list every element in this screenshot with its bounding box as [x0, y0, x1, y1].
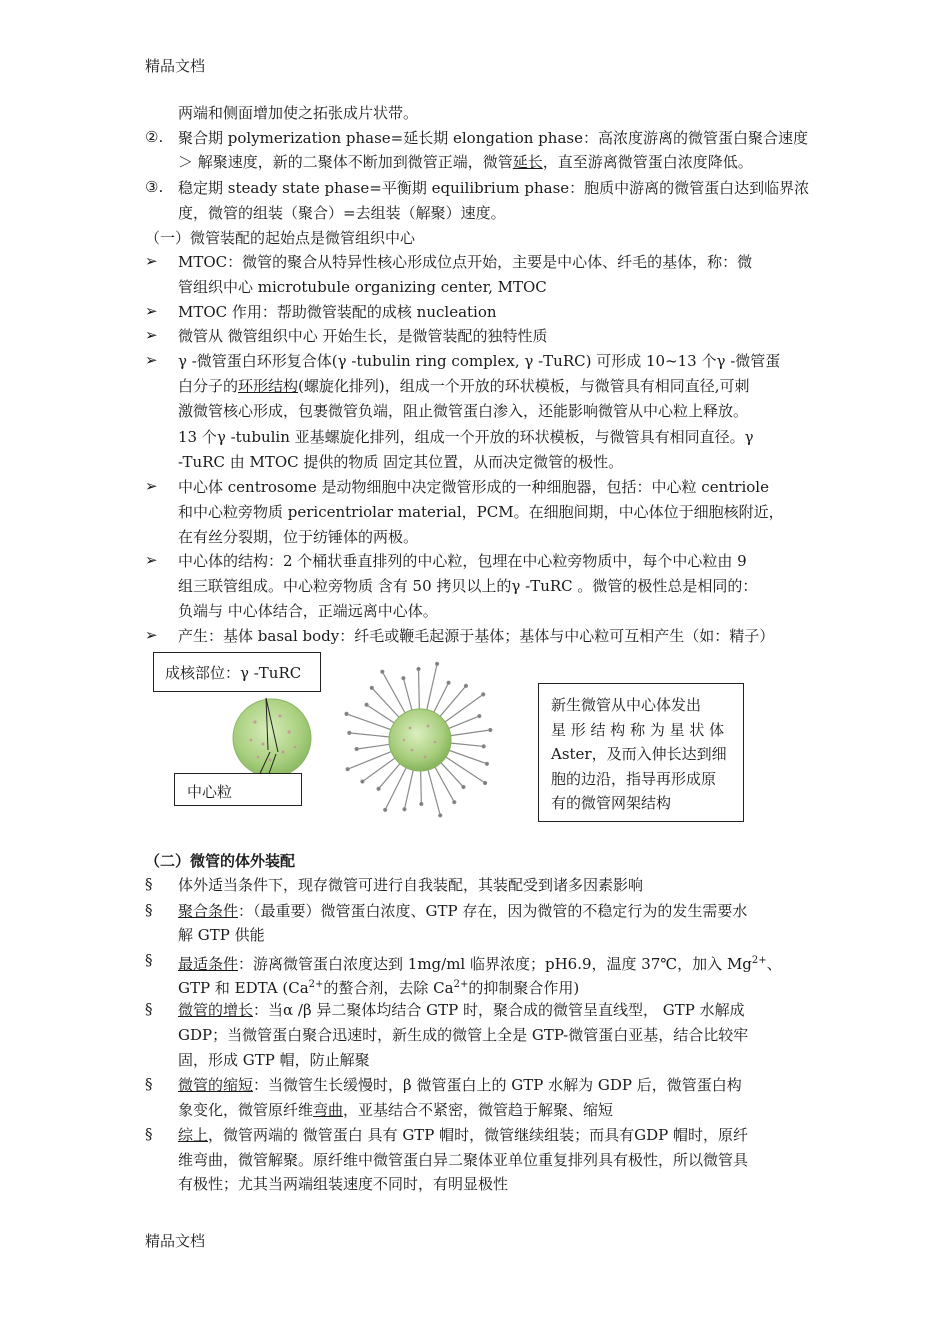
aster-ray [405, 764, 415, 807]
phase-marker: ②. [145, 128, 164, 146]
section-line [178, 1000, 745, 1020]
section-line [178, 901, 747, 921]
aster-ray-tip [439, 814, 442, 817]
caption-line: 胞的边沿，指导再形成原 [551, 769, 717, 788]
figure-label-top: 成核部位：γ -TuRC [165, 664, 302, 682]
aster-ray-tip [381, 670, 384, 673]
aster-ray-tip [420, 802, 423, 805]
text-span: ，亚基结合不紧密，微管趋于解聚、缩短 [343, 1101, 614, 1119]
text-span: GTP 和 EDTA (Ca [178, 979, 309, 997]
aster-ray-tip [384, 808, 387, 811]
bullet-line: 激微管核心形成，包裹微管负端，阻止微管蛋白渗入，还能影响微管从中心粒上释放。 [178, 402, 749, 420]
aster-ray [350, 749, 397, 768]
aster-ray-tip [485, 762, 488, 765]
bullet-marker: ➢ [145, 302, 158, 320]
underlined-term: 聚合条件 [178, 902, 239, 920]
superscript: 2+ [751, 955, 767, 966]
section-marker: § [145, 951, 153, 969]
aster-ray [444, 748, 485, 763]
text-span: ，微管两端的 微管蛋白 具有 GTP 帽时，微管继续组装；而具有GDP 帽时，原纤 [208, 1126, 749, 1144]
text-span: 白分子的 [178, 377, 239, 395]
section-line: 固，形成 GTP 帽，防止解聚 [178, 1051, 370, 1069]
bullet-line: 中心体 centrosome 是动物细胞中决定微管形成的一种细胞器，包括：中心粒 centriole [178, 478, 769, 496]
section-line [178, 975, 579, 998]
section-line: 有极性；尤其当两端组装速度不同时，有明显极性 [178, 1175, 509, 1193]
underlined-term: 环形结构 [238, 377, 299, 395]
section-line: 体外适当条件下，现存微管可进行自我装配，其装配受到诸多因素影响 [178, 876, 644, 894]
phase-line: 稳定期 steady state phase=平衡期 equilibrium phase：胞质中游离的微管蛋白达到临界浓 [178, 179, 810, 197]
superscript: 2+ [453, 979, 469, 990]
aster-ray-tip [348, 731, 351, 734]
section-title: （二）微管的体外装配 [145, 852, 296, 870]
page-header: 精品文档 [145, 57, 206, 75]
caption-line: Aster，及而入伸长达到细 [551, 745, 727, 763]
page-footer: 精品文档 [145, 1232, 206, 1250]
underlined-term: 延长 [512, 153, 543, 171]
superscript: 2+ [308, 979, 324, 990]
intro-line: 两端和侧面增加使之拓张成片状带。 [178, 104, 419, 122]
section-marker: § [145, 1000, 153, 1018]
aster-ray-tip [417, 668, 420, 671]
section-marker: § [145, 1125, 153, 1143]
underlined-term: 最适条件 [178, 955, 239, 973]
aster-ray-tip [402, 677, 405, 680]
phase-line [178, 152, 753, 172]
underlined-term: 弯曲 [313, 1101, 344, 1119]
aster-ray-tip [346, 768, 349, 771]
figure-label-box [153, 652, 321, 692]
bullet-marker: ➢ [145, 252, 158, 270]
bullet-line: 管组织中心 microtubule organizing center, MTOC [178, 278, 547, 296]
bullet-line: 负端与 中心体结合，正端远离中心体。 [178, 602, 438, 620]
aster-ray-tip [370, 686, 373, 689]
aster-ray [373, 689, 403, 721]
aster-ray-tip [482, 745, 485, 748]
aster-ray-tip [489, 728, 492, 731]
figure-label-box-bottom [174, 773, 302, 806]
figure-caption-box [538, 683, 744, 822]
aster-ray-tip [478, 715, 481, 718]
aster-ray-tip [345, 712, 348, 715]
aster-illustration [340, 660, 500, 820]
text-span: ＞ 解聚速度，新的二聚体不断加到微管正端，微管 [178, 153, 513, 171]
underlined-term: 综上 [178, 1126, 209, 1144]
aster-ray [445, 730, 489, 736]
text-span: (螺旋化排列)，组成一个开放的环状模板，与微管具有相同直径,可刺 [298, 377, 750, 395]
bullet-line: -TuRC 由 MTOC 提供的物质 固定其位置，从而决定微管的极性。 [178, 453, 624, 471]
text-span: 的螯合剂，去除 Ca [323, 979, 454, 997]
aster-ray [386, 762, 409, 808]
phase-marker: ③. [145, 178, 164, 196]
text-span: ，直至游离微管蛋白浓度降低。 [542, 153, 753, 171]
section-line [178, 1100, 613, 1120]
section-title: （一）微管装配的起始点是微管组织中心 [145, 229, 416, 247]
aster-ray [436, 687, 464, 721]
aster-ray [348, 715, 396, 732]
phase-line: 度，微管的组装（聚合）=去组装（解聚）速度。 [178, 204, 506, 222]
bullet-line [178, 376, 750, 396]
underlined-term: 微管的缩短 [178, 1076, 254, 1094]
phase-line: 聚合期 polymerization phase=延长期 elongation phase：高浓度游离的微管蛋白聚合速度 [178, 129, 808, 147]
aster-ray-tip [355, 748, 358, 751]
text-span: ：（最重要）微管蛋白浓度、GTP 存在，因为微管的不稳定行为的发生需要水 [238, 902, 748, 920]
bullet-line: 13 个γ -tubulin 亚基螺旋化排列，组成一个开放的环状模板，与微管具有相同直径。γ [178, 428, 754, 446]
bullet-line: 在有丝分裂期，位于纺锤体的两极。 [178, 528, 419, 546]
aster-ray-tip [447, 681, 450, 684]
bullet-line: 和中心粒旁物质 pericentriolar material，PCM。在细胞间期，中心体位于细胞核附近， [178, 503, 784, 521]
section-marker: § [145, 1075, 153, 1093]
section-line: GDP；当微管蛋白聚合迅速时，新生成的微管上全是 GTP-微管蛋白亚基，结合比较牢 [178, 1026, 749, 1044]
aster-ray-tip [464, 684, 467, 687]
bullet-line: 微管从 微管组织中心 开始生长，是微管装配的独特性质 [178, 327, 548, 345]
aster-ray [440, 696, 481, 726]
aster-ray-tip [436, 662, 439, 665]
bullet-line: γ -微管蛋白环形复合体(γ -tubulin ring complex, γ -TuRC) 可形成 10~13 个γ -微管蛋 [178, 352, 781, 370]
aster-ray [351, 733, 395, 737]
aster-ray-tip [453, 801, 456, 804]
caption-line: 新生微管从中心体发出 [551, 696, 702, 714]
bullet-marker: ➢ [145, 351, 158, 369]
text-span: 象变化，微管原纤维 [178, 1101, 314, 1119]
bullet-line: 组三联管组成。中心粒旁物质 含有 50 拷贝以上的γ -TuRC 。微管的极性总是相同的： [178, 577, 758, 595]
section-line [178, 1125, 748, 1145]
text-span: ：游离微管蛋白浓度达到 1mg/ml 临界浓度；pH6.9，温度 37℃，加入 Mg [238, 955, 752, 973]
section-line: 解 GTP 供能 [178, 926, 265, 944]
aster-ray-tip [484, 781, 487, 784]
caption-line: 星 形 结 构 称 为 星 状 体 [551, 720, 725, 739]
aster-ray-tip [462, 786, 465, 789]
aster-ray-tip [361, 780, 364, 783]
aster-ray-tip [482, 693, 485, 696]
aster-ray-tip [365, 703, 368, 706]
section-marker: § [145, 875, 153, 893]
text-span: 的抑制聚合作用) [468, 979, 580, 997]
bullet-line: 中心体的结构：2 个桶状垂直排列的中心粒，包埋在中心粒旁物质中，每个中心粒由 9 [178, 552, 747, 570]
bullet-marker: ➢ [145, 626, 158, 644]
aster-ray [419, 671, 420, 715]
text-span: ：当α /β 异二聚体均结合 GTP 时，聚合成的微管呈直线型， GTP 水解成 [253, 1001, 745, 1019]
bullet-line: MTOC 作用：帮助微管装配的成核 nucleation [178, 303, 497, 321]
aster-ray [425, 666, 436, 716]
aster-ray [441, 754, 484, 782]
bullet-marker: ➢ [145, 326, 158, 344]
bullet-marker: ➢ [145, 551, 158, 569]
bullet-line: MTOC：微管的聚合从特异性核心形成位点开始，主要是中心体、纤毛的基体，称：微 [178, 253, 753, 271]
aster-ray-tip [377, 787, 380, 790]
section-line [178, 1075, 742, 1095]
section-line: 维弯曲，微管解聚。原纤维中微管蛋白异二聚体亚单位重复排列具有极性，所以微管具 [178, 1151, 749, 1169]
bullet-marker: ➢ [145, 477, 158, 495]
section-marker: § [145, 901, 153, 919]
text-span: ：当微管生长缓慢时，β 微管蛋白上的 GTP 水解为 GDP 后，微管蛋白构 [253, 1076, 742, 1094]
text-span: 、 [766, 955, 782, 973]
bullet-line: 产生：基体 basal body：纤毛或鞭毛起源于基体；基体与中心粒可互相产生（如：精子） [178, 627, 775, 645]
underlined-term: 微管的增长 [178, 1001, 254, 1019]
section-line [178, 951, 782, 974]
figure-label-bottom: 中心粒 [187, 783, 233, 801]
aster-ray [364, 755, 400, 781]
caption-line: 有的微管网架结构 [551, 794, 672, 812]
aster-ray-tip [403, 808, 406, 811]
